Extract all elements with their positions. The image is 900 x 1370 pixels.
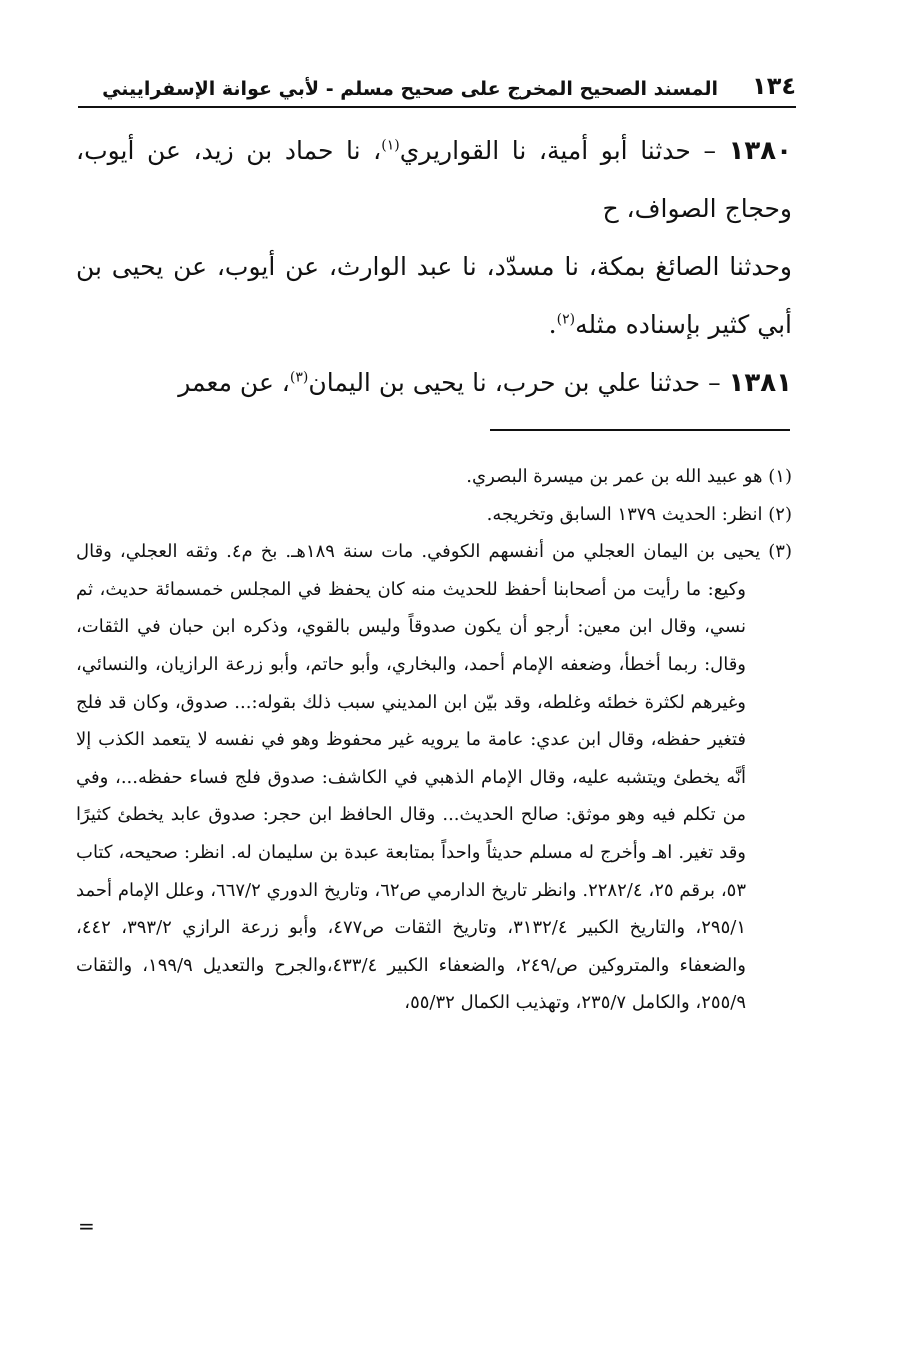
footnote-3: (٣) يحيى بن اليمان العجلي من أنفسهم الكوفي. مات سنة ١٨٩هـ. بخ م٤. وثقه العجلي، وقال وكيع: ما رأيت من أصحابنا أحفظ للحديث منه كان يحفظ في المجلس خمسمائة حديث، ثم نسي، وقال ابن معين: أرجو أن يكون صدوقاً وليس بالقوي، وذكره ابن حبان في الثقات، وقال: ربما أخطأ، وضعفه الإمام أحمد، والبخاري، وأبو حاتم، وأبو زرعة الرازيان، والنسائي، وغيرهم لكثرة خطئه وغلطه، وقد بيّن ابن المديني سبب ذلك بقوله:... صدوق، وكان قد فلج فتغير حفظه، وقال ابن عدي: عامة ما يرويه غير محفوظ وهو في نفسه لا يتعمد الكذب إلا أنَّه يخطئ ويتشبه عليه، وقال الإمام الذهبي في الكاشف: صدوق فلج فساء حفظه...، وفي من تكلم فيه وهو موثق: صالح الحديث... وقال الحافظ ابن حجر: صدوق عابد يخطئ كثيرًا وقد تغير. اهـ وأخرج له مسلم حديثاً واحداً بمتابعة عبدة بن سليمان له. انظر: صحيحه، كتاب ٥٣، برقم ٢٥، ٢٢٨٢/٤. وانظر تاريخ الدارمي ص٦٢، وتاريخ الدوري ٦٦٧/٢، وعلل الإمام أحمد ٢٩٥/١، والتاريخ الكبير ٣١٣٢/٤، وتاريخ الثقات ص٤٧٧، وأبو زرعة الرازي ٣٩٣/٢، ٤٤٢، والضعفاء والمتروكين ص/٢٤٩، والضعفاء الكبير ٤٣٣/٤،والجرح والتعديل ١٩٩/٩، والثقات ٢٥٥/٩، والكامل ٢٣٥/٧، وتهذيب الكمال ٥٥/٣٢،: [76, 541, 792, 1014]
hadith-text: وحدثنا الصائغ بمكة، نا مسدّد، نا عبد الوارث، عن أيوب، عن يحيى بن أبي كثير بإسناده مثله: [76, 252, 792, 339]
hadith-text: .: [548, 310, 557, 339]
hadith-1380-paragraph: [76, 122, 792, 238]
hadith-number: ١٣٨١: [728, 368, 792, 398]
hadith-number: ١٣٨٠: [728, 136, 792, 166]
hadith-1381-paragraph: [76, 354, 792, 412]
footnote-divider: [490, 429, 790, 431]
hadith-1380-paragraph-2: [76, 238, 792, 354]
page-number: ١٣٤: [752, 72, 796, 100]
footnote-ref: (٣): [289, 369, 309, 386]
footnote-2: (٢) انظر: الحديث ١٣٧٩ السابق وتخريجه.: [486, 503, 792, 525]
hadith-text: – حدثنا علي بن حرب، نا يحيى بن اليمان: [308, 368, 729, 397]
footnote-ref: (٢): [556, 311, 576, 328]
main-text: [76, 122, 792, 412]
hadith-text: ، عن معمر: [178, 368, 290, 397]
footnote-1: (١) هو عبيد الله بن عمر بن ميسرة البصري.: [466, 466, 792, 487]
hadith-text: ، نا حماد بن زيد، عن أيوب، وحجاج الصواف، ح: [76, 136, 792, 223]
running-header: [78, 66, 796, 108]
hadith-text: – حدثنا أبو أمية، نا القواريري: [399, 136, 729, 165]
book-title: المسند الصحيح المخرج على صحيح مسلم - لأبي عوانة الإسفراييني: [102, 78, 719, 100]
footnotes: [76, 458, 792, 1022]
footnote-ref: (١): [381, 137, 400, 154]
continuation-mark: =: [78, 1214, 95, 1238]
